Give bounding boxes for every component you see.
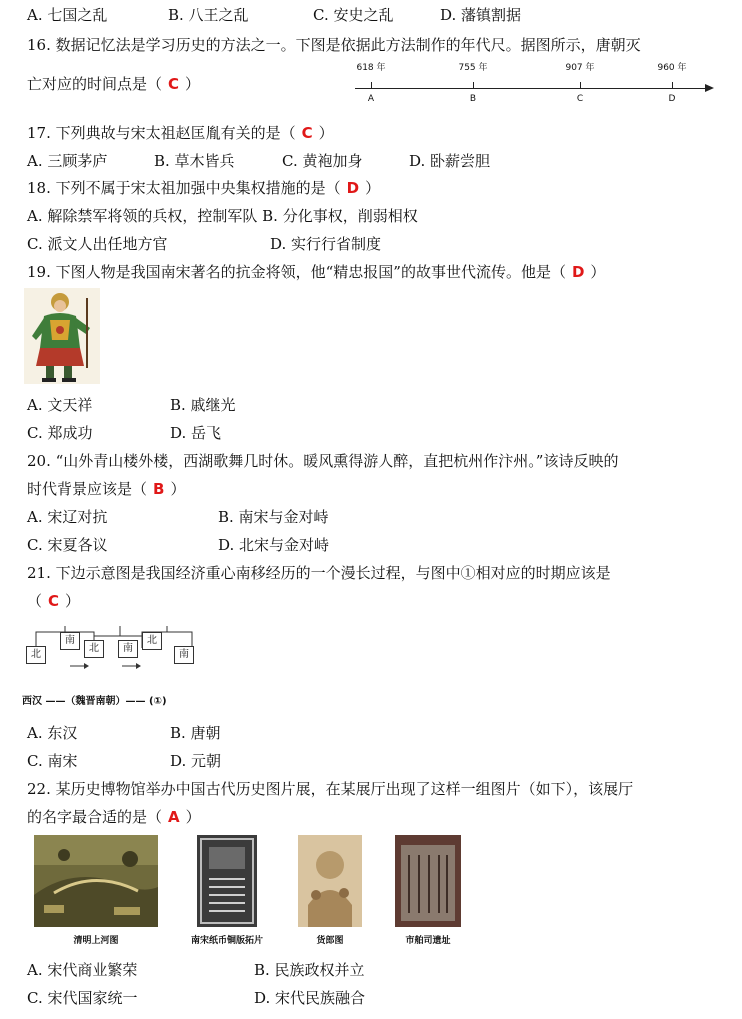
q19-option-a: A. 文天祥 [27, 396, 93, 414]
q18-stem-suffix: ） [365, 179, 381, 197]
q20-stem-prefix: 时代背景应该是（ [27, 480, 148, 498]
shibosi-ruins-image [395, 835, 461, 927]
q20-option-a: A. 宋辽对抗 [27, 508, 108, 526]
q22-option-a: A. 宋代商业繁荣 [27, 961, 138, 979]
q20-option-b: B. 南宋与金对峙 [218, 508, 329, 526]
q20-answer: B [153, 480, 165, 498]
q19-option-d: D. 岳飞 [170, 424, 222, 442]
q22-answer: A [168, 808, 180, 826]
song-paper-money-image [197, 835, 257, 927]
timeline-letter-c: C [576, 94, 584, 104]
q19-stem-suffix: ） [590, 263, 606, 281]
q17-answer: C [301, 124, 313, 142]
yue-fei-portrait [24, 288, 100, 384]
q21-stem-prefix: （ [27, 592, 43, 610]
diagram-box-south: 南 [60, 632, 80, 650]
q21-stem-line1: 21. 下边示意图是我国经济重心南移经历的一个漫长过程，与图中①相对应的时期应该是 [27, 564, 611, 582]
q21-option-d: D. 元朝 [170, 752, 222, 770]
q15-option-a: A. 七国之乱 [27, 6, 108, 24]
timeline-chart [355, 60, 725, 110]
caption-paper-money: 南宋纸币铜版拓片 [190, 936, 264, 946]
q16-answer: C [168, 75, 180, 93]
q15-option-c: C. 安史之乱 [313, 6, 394, 24]
q22-stem-line2 [27, 807, 201, 827]
timeline-tick [580, 82, 581, 89]
q18-stem [27, 178, 380, 198]
caption-shibosi: 市舶司遗址 [405, 936, 451, 946]
q16-stem-suffix: ） [185, 75, 201, 93]
q17-stem [27, 123, 334, 143]
q21-stem-line2 [27, 591, 80, 611]
q22-stem-line1: 22. 某历史博物馆举办中国古代历史图片展，在某展厅出现了这样一组图片（如下），该展厅 [27, 780, 634, 798]
q22-option-c: C. 宋代国家统一 [27, 989, 138, 1007]
general-figure-icon [24, 288, 100, 384]
q15-option-d: D. 藩镇割据 [440, 6, 522, 24]
timeline-tick [473, 82, 474, 89]
diagram-box-north: 北 [26, 646, 46, 664]
q20-option-c: C. 宋夏各议 [27, 536, 108, 554]
diagram-box-north: 北 [84, 640, 104, 658]
q19-option-b: B. 戚继光 [170, 396, 236, 414]
q18-option-c: C. 派文人出任地方官 [27, 235, 168, 253]
q22-option-b: B. 民族政权并立 [254, 961, 365, 979]
q21-option-a: A. 东汉 [27, 724, 78, 742]
q20-option-d: D. 北宋与金对峙 [218, 536, 330, 554]
q16-stem-prefix: 亡对应的时间点是（ [27, 75, 163, 93]
peddler-painting-image [298, 835, 362, 927]
timeline-axis [355, 88, 707, 89]
q21-option-c: C. 南宋 [27, 752, 78, 770]
q18-option-d: D. 实行行省制度 [270, 235, 382, 253]
timeline-letter-d: D [668, 94, 676, 104]
q18-option-ab: A. 解除禁军将领的兵权，控制军队 B. 分化事权，削弱相权 [27, 207, 418, 225]
q17-option-a: A. 三顾茅庐 [27, 152, 108, 170]
caption-peddler: 货郎图 [316, 936, 344, 946]
q18-stem-text: 18. 下列不属于宋太祖加强中央集权措施的是（ [27, 179, 341, 197]
q22-stem-suffix: ） [185, 808, 201, 826]
q17-stem-text: 17. 下列典故与宋太祖赵匡胤有关的是（ [27, 124, 296, 142]
timeline-year-a: 618 年 [356, 63, 386, 73]
q22-stem-prefix: 的名字最合适的是（ [27, 808, 163, 826]
q16-stem-line2 [27, 74, 200, 94]
diagram-caption: 西汉 ——（魏晋南朝）—— (①) [22, 696, 167, 707]
diagram-box-south: 南 [174, 646, 194, 664]
q21-option-b: B. 唐朝 [170, 724, 221, 742]
timeline-year-c: 907 年 [565, 63, 595, 73]
timeline-arrow-icon [705, 84, 714, 92]
q19-answer: D [571, 263, 585, 281]
q20-stem-line1: 20. “山外青山楼外楼，西湖歌舞几时休。暖风熏得游人醉，直把杭州作汴州。”该诗反映的 [27, 452, 619, 470]
q17-stem-suffix: ） [318, 124, 334, 142]
q19-stem [27, 262, 605, 282]
timeline-tick [672, 82, 673, 89]
diagram-box-south: 南 [118, 640, 138, 658]
caption-qingming: 清明上河图 [73, 936, 119, 946]
timeline-letter-b: B [469, 94, 477, 104]
q20-stem-line2 [27, 479, 185, 499]
timeline-year-b: 755 年 [458, 63, 488, 73]
timeline-year-d: 960 年 [657, 63, 687, 73]
q20-stem-suffix: ） [170, 480, 186, 498]
q19-option-c: C. 郑成功 [27, 424, 93, 442]
q17-option-b: B. 草木皆兵 [154, 152, 235, 170]
q18-answer: D [346, 179, 360, 197]
timeline-letter-a: A [367, 94, 375, 104]
timeline-tick [371, 82, 372, 89]
q17-option-c: C. 黄袍加身 [282, 152, 363, 170]
economic-shift-diagram [22, 622, 212, 710]
diagram-box-north: 北 [142, 632, 162, 650]
q16-stem-line1: 16. 数据记忆法是学习历史的方法之一。下图是依据此方法制作的年代尺。据图所示，唐朝灭 [27, 36, 641, 54]
q19-stem-text: 19. 下图人物是我国南宋著名的抗金将领，他“精忠报国”的故事世代流传。他是（ [27, 263, 566, 281]
qingming-painting-image [34, 835, 158, 927]
q15-option-b: B. 八王之乱 [168, 6, 249, 24]
q21-answer: C [48, 592, 60, 610]
q17-option-d: D. 卧薪尝胆 [409, 152, 491, 170]
q22-option-d: D. 宋代民族融合 [254, 989, 366, 1007]
q21-stem-suffix: ） [65, 592, 81, 610]
